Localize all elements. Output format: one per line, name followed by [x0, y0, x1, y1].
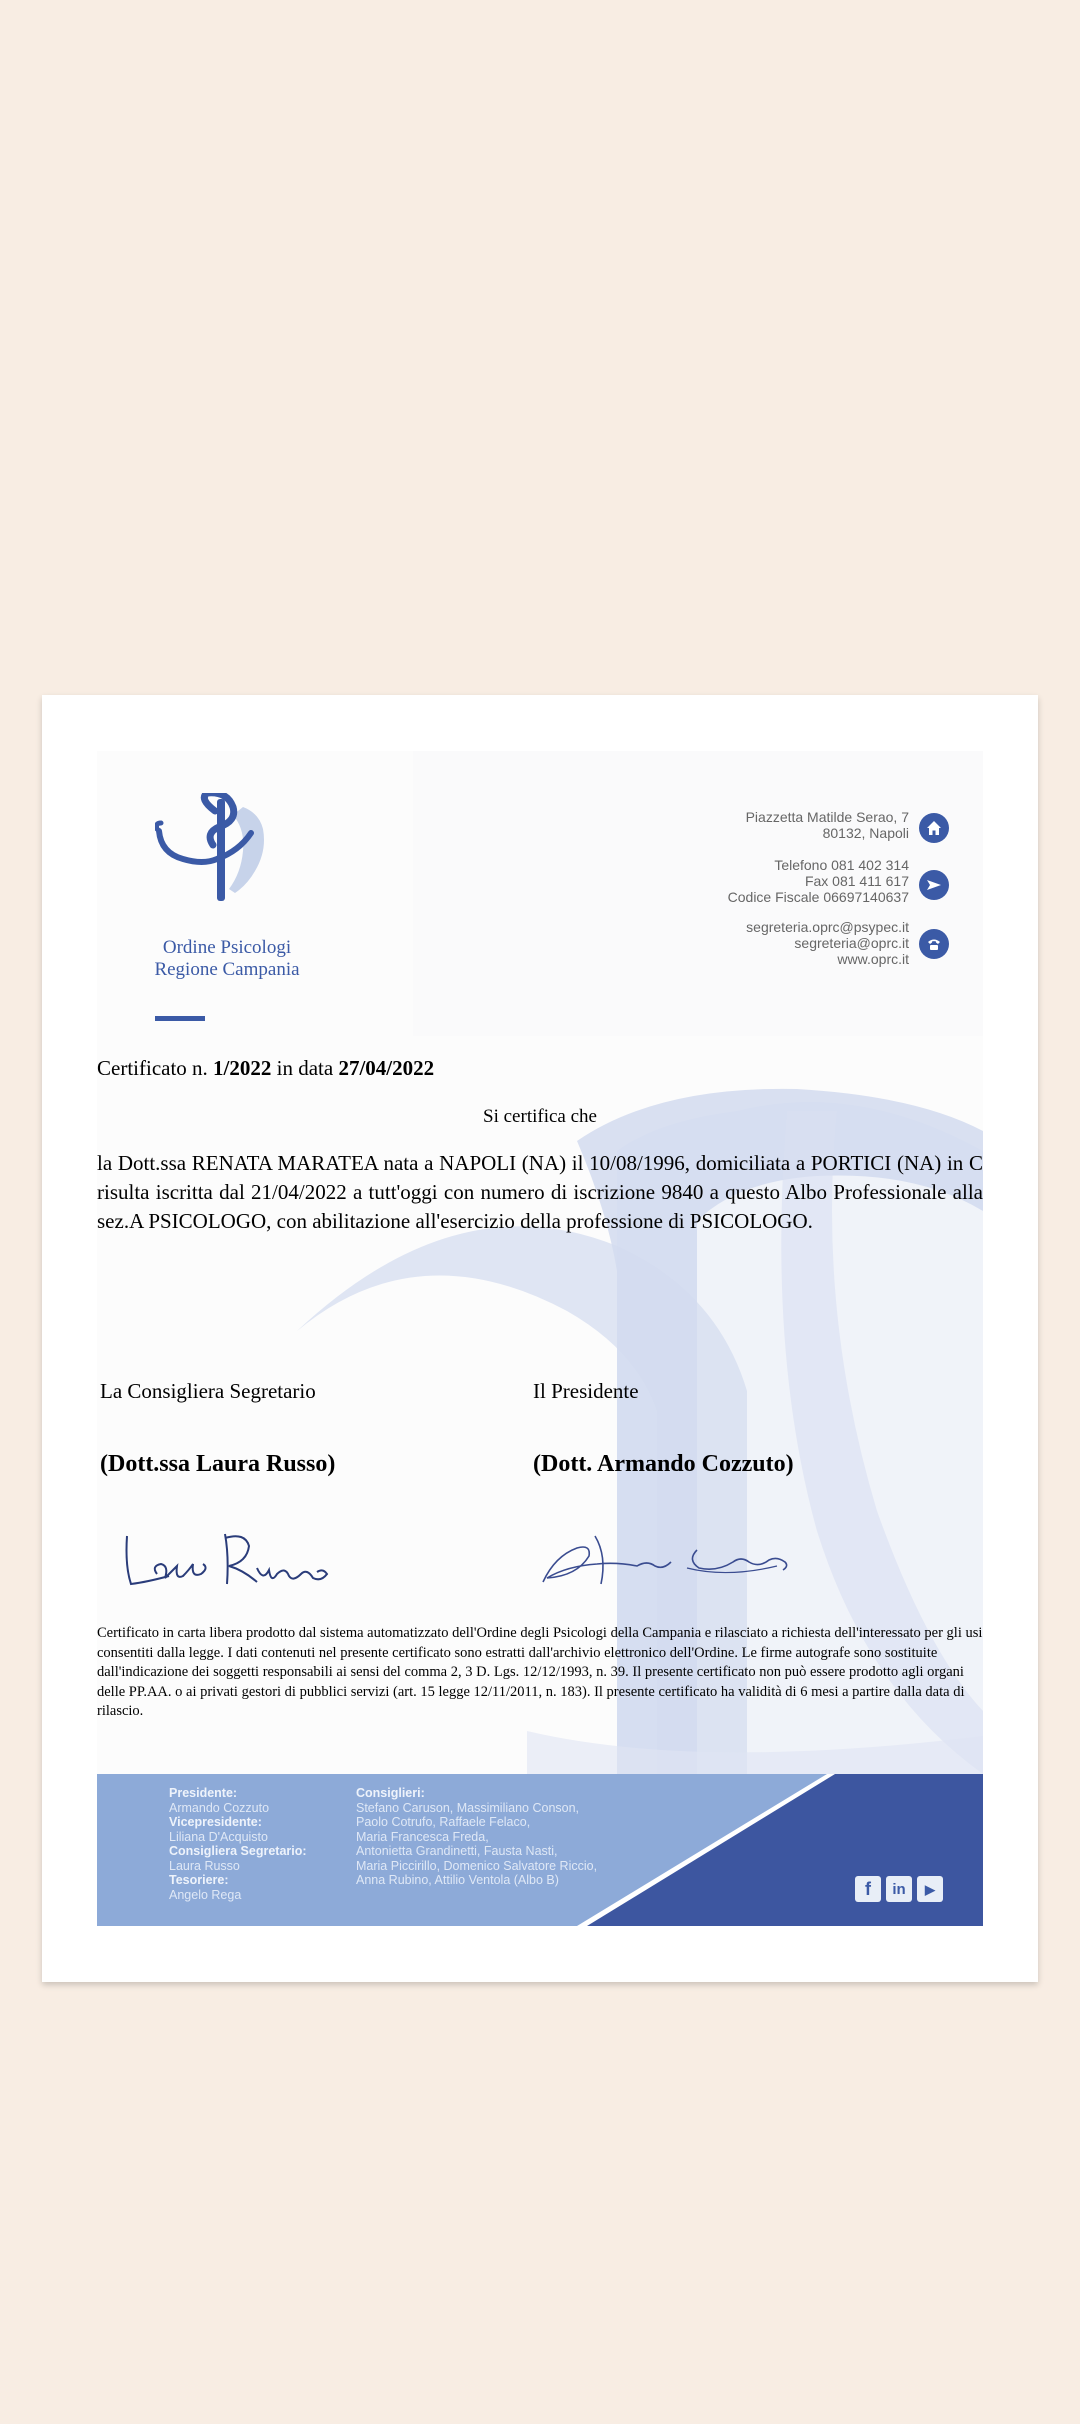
- left-signer-name: (Dott.ssa Laura Russo): [100, 1451, 336, 1477]
- linkedin-icon[interactable]: in: [886, 1876, 912, 1902]
- org-name: [127, 937, 327, 981]
- presidente: Armando Cozzuto: [169, 1800, 270, 1815]
- presidente-label: Presidente:: [169, 1786, 238, 1800]
- send-icon: [919, 870, 949, 900]
- consiglieri-line: Maria Piccirillo, Domenico Salvatore Riccio,: [356, 1858, 598, 1873]
- ordine-psicologi-logo: [155, 793, 285, 903]
- home-icon: [919, 813, 949, 843]
- certificate-document: [97, 751, 983, 1926]
- cert-prefix: Certificato n.: [97, 1056, 208, 1080]
- right-signature: [537, 1526, 797, 1596]
- consiglieri-line: Anna Rubino, Attilio Ventola (Albo B): [356, 1873, 559, 1887]
- consiglieri-line: Paolo Cotrufo, Raffaele Felaco,: [356, 1815, 531, 1829]
- segretario: Laura Russo: [169, 1858, 240, 1873]
- telefono: Telefono 081 402 314: [774, 857, 909, 873]
- consiglieri-line: Stefano Caruson, Massimiliano Conson,: [356, 1800, 580, 1815]
- logo-underline: [155, 1016, 205, 1021]
- segretario-label: Consigliera Segretario:: [169, 1844, 307, 1858]
- left-signer-role: La Consigliera Segretario: [100, 1379, 316, 1403]
- cert-date: 27/04/2022: [338, 1056, 435, 1080]
- address-line2: 80132, Napoli: [822, 825, 909, 841]
- cert-date-prefix: in data: [276, 1056, 334, 1080]
- footer-banner: [97, 1774, 983, 1926]
- address-block: [609, 809, 909, 841]
- vicepresidente-label: Vicepresidente:: [169, 1815, 262, 1829]
- email: segreteria@oprc.it: [794, 935, 909, 951]
- phone-block: [609, 857, 909, 905]
- certificate-page: [42, 695, 1038, 1982]
- facebook-icon[interactable]: f: [855, 1876, 881, 1902]
- footer-officers: [169, 1786, 307, 1902]
- right-signer-name: (Dott. Armando Cozzuto): [533, 1451, 794, 1477]
- tesoriere: Angelo Rega: [169, 1887, 242, 1902]
- org-name-line1: Ordine Psicologi: [162, 937, 292, 958]
- footer-consiglieri: [356, 1786, 597, 1888]
- org-name-line2: Regione Campania: [154, 959, 300, 980]
- vicepresidente: Liliana D'Acquisto: [169, 1829, 268, 1844]
- phone-icon: [919, 929, 949, 959]
- legal-footnote: Certificato in carta libera prodotto dal sistema automatizzato dell'Ordine degli Psicologi della Campania e rilasciato a richiesta dell'interessato per gli usi consentiti dalla legge. I dati contenuti nel presente certificato sono estratti dall'archivio elettronico dell'Ordine. Le firme autografe sono sostituite dall'indicazione dei soggetti responsabili ai sensi del comma 2, 3 D. Lgs. 12/12/1993, n. 39. Il presente certificato non può essere prodotto agli organi delle PP.AA. o ai privati gestori di pubblici servizi (art. 15 legge 12/11/2011, n. 183). Il presente certificato ha validità di 6 mesi a partire dalla data di rilascio.: [97, 1625, 983, 1719]
- certificate-number-line: [97, 1056, 434, 1081]
- consiglieri-line: Maria Francesca Freda,: [356, 1829, 489, 1844]
- right-signer-role: Il Presidente: [533, 1379, 639, 1403]
- website: www.oprc.it: [837, 951, 909, 967]
- address-line1: Piazzetta Matilde Serao, 7: [745, 809, 909, 825]
- codice-fiscale: Codice Fiscale 06697140637: [727, 889, 909, 905]
- consiglieri-line: Antonietta Grandinetti, Fausta Nasti,: [356, 1844, 558, 1858]
- certificate-body: la Dott.ssa RENATA MARATEA nata a NAPOLI (NA) il 10/08/1996, domiciliata a PORTICI (NA) in C risulta iscritta dal 21/04/2022 a tutt'oggi con numero di iscrizione 9840 a questo Albo Professionale alla sez.A PSICOLOGO, con abilitazione all'esercizio della professione di PSICOLOGO.: [97, 1151, 983, 1233]
- email-block: [609, 919, 909, 967]
- fax: Fax 081 411 617: [804, 873, 909, 889]
- tesoriere-label: Tesoriere:: [169, 1873, 229, 1887]
- youtube-icon[interactable]: ▶: [917, 1876, 943, 1902]
- consiglieri-label: Consiglieri:: [356, 1786, 425, 1800]
- email-pec: segreteria.oprc@psypec.it: [746, 919, 909, 935]
- cert-number: 1/2022: [213, 1056, 272, 1080]
- left-signature: [117, 1526, 337, 1596]
- si-certifica-heading: Si certifica che: [483, 1106, 597, 1127]
